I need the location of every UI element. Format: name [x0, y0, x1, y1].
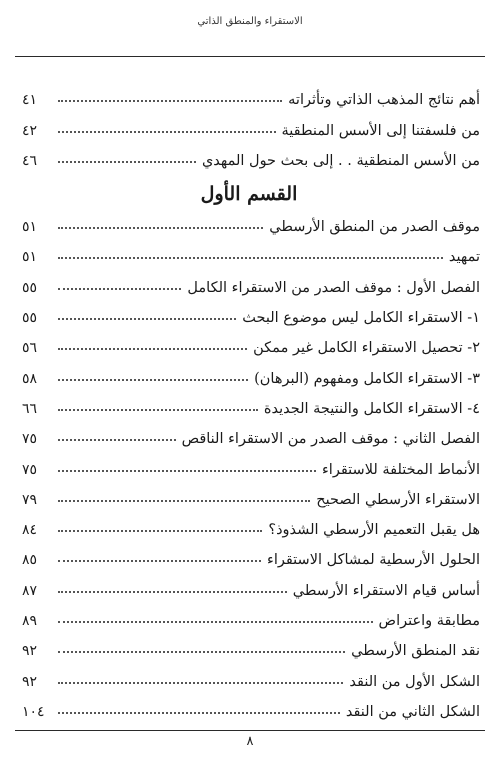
toc-entry-page: ٥١: [22, 219, 38, 236]
toc-entry: [18, 265, 480, 295]
section-heading-text: القسم الأول: [200, 182, 298, 205]
dot-leader: [58, 529, 262, 532]
toc-group-intro: [18, 78, 480, 169]
toc-entry: [18, 690, 480, 720]
toc-entry-page: ٩٢: [22, 673, 38, 690]
toc-entry-title: ٢- تحصيل الاستقراء الكامل غير ممكن: [253, 340, 480, 357]
toc-entry-title: الفصل الثاني : موقف الصدر من الاستقراء الناقص: [181, 431, 480, 448]
toc-entry: [18, 139, 480, 169]
dot-leader: [58, 408, 258, 411]
toc-entry: [18, 108, 480, 138]
toc-entry-title: الشكل الثاني من النقد: [345, 703, 480, 720]
dot-leader: [58, 287, 181, 290]
toc-entry: [18, 508, 480, 538]
toc-entry-title: هل يقبل التعميم الأرسطي الشذوذ؟: [268, 522, 480, 539]
toc-entry-page: ٨٤: [22, 522, 38, 539]
dot-leader: [58, 650, 345, 653]
toc-entry-title: ١- الاستقراء الكامل ليس موضوع البحث: [242, 310, 480, 327]
toc-entry-title: الحلول الأرسطية لمشاكل الاستقراء: [267, 552, 480, 569]
toc-entry: [18, 296, 480, 326]
toc-entry-page: ٨٩: [22, 613, 38, 630]
toc-entry-title: موقف الصدر من المنطق الأرسطي: [269, 219, 480, 236]
dot-leader: [58, 256, 443, 259]
dot-leader: [58, 160, 196, 163]
toc-entry-page: ٦٦: [22, 400, 38, 417]
dot-leader: [58, 620, 373, 623]
toc-entry: [18, 205, 480, 235]
toc-entry-title: أهم نتائج المذهب الذاتي وتأثراته: [288, 92, 480, 109]
dot-leader: [58, 559, 261, 562]
toc-entry-page: ٧٥: [22, 461, 38, 478]
toc-entry-page: ٨٧: [22, 582, 38, 599]
toc-entry-page: ٤١: [22, 92, 38, 109]
toc-entry-title: الشكل الأول من النقد: [349, 673, 480, 690]
toc-entry-title: الفصل الأول : موقف الصدر من الاستقراء الكامل: [187, 279, 480, 296]
dot-leader: [58, 226, 263, 229]
toc-entry-page: ٧٩: [22, 491, 38, 508]
toc-entry: [18, 356, 480, 386]
dot-leader: [58, 378, 248, 381]
toc-entry: [18, 538, 480, 568]
toc-entry-title: ٤- الاستقراء الكامل والنتيجة الجديدة: [263, 400, 480, 417]
toc-group-part-one: [18, 205, 480, 720]
toc-entry-title: مطابقة واعتراض: [378, 613, 480, 630]
toc-entry: [18, 478, 480, 508]
dot-leader: [58, 590, 287, 593]
header-rule: [15, 56, 485, 57]
table-of-contents: [18, 78, 480, 720]
dot-leader: [58, 99, 282, 102]
toc-entry: [18, 568, 480, 598]
toc-entry-title: الأنماط المختلفة للاستقراء: [321, 461, 480, 478]
toc-entry: [18, 417, 480, 447]
dot-leader: [58, 469, 316, 472]
toc-entry-page: ٧٥: [22, 431, 38, 448]
toc-entry: [18, 326, 480, 356]
toc-entry-page: ٥٦: [22, 340, 38, 357]
toc-entry-title: أساس قيام الاستقراء الأرسطي: [292, 582, 480, 599]
toc-entry: [18, 629, 480, 659]
toc-entry: [18, 659, 480, 689]
toc-entry-title: الاستقراء الأرسطي الصحيح: [316, 491, 480, 508]
dot-leader: [58, 347, 247, 350]
toc-entry-title: نقد المنطق الأرسطي: [351, 643, 480, 660]
section-heading: [18, 169, 480, 205]
dot-leader: [58, 681, 343, 684]
toc-entry-title: تمهيد: [448, 249, 480, 266]
page-number: ٨: [246, 734, 254, 749]
dot-leader: [58, 317, 236, 320]
toc-entry-page: ١٠٤: [22, 703, 45, 720]
toc-entry-page: ٤٢: [22, 122, 38, 139]
toc-entry-page: ٥١: [22, 249, 38, 266]
toc-entry-page: ٩٢: [22, 643, 38, 660]
toc-entry: [18, 387, 480, 417]
dot-leader: [58, 438, 176, 441]
toc-entry-page: ٤٦: [22, 152, 38, 169]
toc-entry-page: ٥٥: [22, 310, 38, 327]
toc-entry: [18, 447, 480, 477]
toc-entry-page: ٨٥: [22, 552, 38, 569]
toc-entry-page: ٥٥: [22, 279, 38, 296]
running-header: الاستقراء والمنطق الذاتي: [197, 16, 303, 27]
toc-entry-title: من الأسس المنطقية . . إلى بحث حول المهدي: [201, 152, 480, 169]
toc-entry: [18, 235, 480, 265]
dot-leader: [58, 499, 310, 502]
toc-entry: [18, 78, 480, 108]
toc-entry-title: من فلسفتنا إلى الأسس المنطقية: [281, 122, 480, 139]
toc-entry: [18, 599, 480, 629]
footer-rule: [15, 730, 485, 731]
toc-entry-title: ٣- الاستقراء الكامل ومفهوم (البرهان): [254, 370, 480, 387]
dot-leader: [58, 711, 340, 714]
toc-entry-page: ٥٨: [22, 370, 38, 387]
dot-leader: [58, 130, 276, 133]
